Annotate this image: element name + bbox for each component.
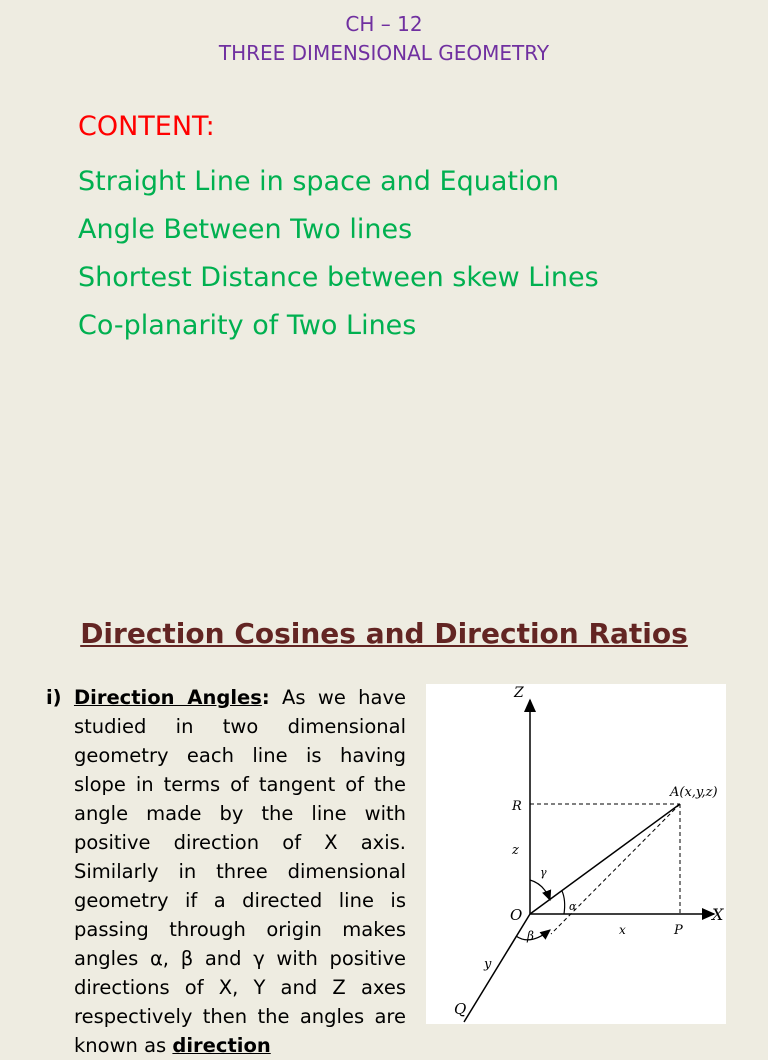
item-marker: i) (46, 686, 62, 709)
paragraph-body: studied in two dimensional geometry each line is having slope in terms of tangent of the angle made by the line with positive direction of X axis. Similarly in three dimensional geometry if a directed line is passing through origin makes angles α, β and γ with positive directions of X, Y and Z axes respectively then the angles are known as (74, 715, 406, 1057)
label-z: z (512, 843, 519, 858)
y-axis-line (464, 914, 530, 1022)
axes-diagram-svg (426, 684, 726, 1024)
section-title: Direction Cosines and Direction Ratios (80, 617, 688, 650)
term-colon: : (261, 686, 270, 709)
term-direction: direction (172, 1034, 271, 1057)
label-x: x (619, 923, 626, 937)
topic-list (78, 158, 599, 350)
direction-angles-paragraph (46, 683, 406, 1060)
label-y: y (484, 957, 492, 972)
label-z-axis: Z (514, 685, 524, 701)
oa-line (530, 804, 680, 914)
content-heading: CONTENT: (78, 111, 215, 142)
topic-item: Shortest Distance between skew Lines (78, 262, 599, 293)
term-direction-angles: Direction Angles (73, 686, 262, 709)
label-x-axis: X (712, 905, 724, 924)
label-beta: β (527, 929, 534, 943)
chapter-title: THREE DIMENSIONAL GEOMETRY (218, 41, 550, 65)
topic-item: Angle Between Two lines (78, 214, 413, 245)
label-p: P (674, 923, 683, 938)
chapter-number: CH – 12 (345, 12, 423, 36)
gamma-arc (530, 880, 550, 900)
label-q: Q (454, 1000, 467, 1018)
paragraph-first-line (46, 683, 406, 712)
first-line-tail: As we have (269, 686, 407, 709)
paragraph-body-wrap (46, 712, 406, 1060)
topic-item: Straight Line in space and Equation (78, 166, 560, 197)
alpha-arc (562, 891, 565, 914)
label-a: A(x,y,z) (670, 785, 718, 800)
topic-item: Co-planarity of Two Lines (78, 310, 417, 341)
axes-diagram (426, 684, 726, 1024)
label-r: R (512, 799, 522, 814)
label-o: O (510, 906, 523, 924)
label-alpha: α (569, 900, 577, 913)
label-gamma: γ (540, 866, 547, 879)
chapter-header (0, 10, 768, 68)
